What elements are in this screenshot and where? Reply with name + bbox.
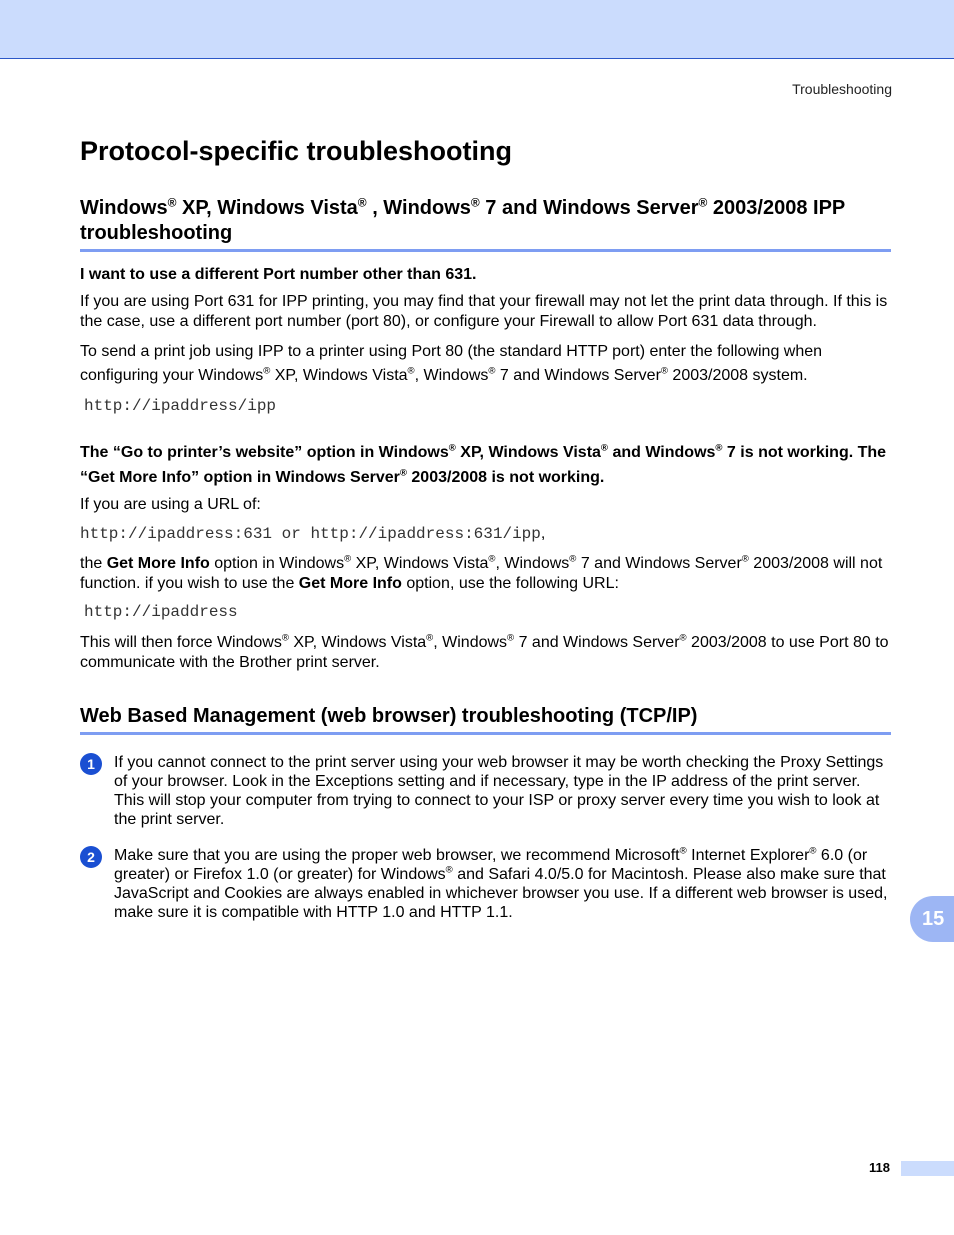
header-band (0, 0, 954, 59)
steps-list (80, 753, 891, 922)
chapter-tab: 15 (910, 896, 954, 942)
question-printer-website: The “Go to printer’s website” option in Windows® XP, Windows Vista® and Windows® 7 is not working. The “Get More Info” option in Windows Server® 2003/2008 is not working. (80, 442, 887, 486)
paragraph-get-more-info: the Get More Info option in Windows® XP, Windows Vista®, Windows® 7 and Windows Server® 2003/2008 will not function. if you wish to use the Get More Info option, use the following URL: (80, 553, 883, 592)
page-title: Protocol-specific troubleshooting (80, 136, 513, 166)
section-heading-ipp: Windows® XP, Windows Vista® , Windows® 7 and Windows Server® 2003/2008 IPP troubleshooting (80, 195, 845, 244)
page-content (80, 134, 891, 922)
paragraph-force-port80: This will then force Windows® XP, Windows Vista®, Windows® 7 and Windows Server® 2003/2008 to use Port 80 to communicate with the Brother print server. (80, 632, 889, 671)
step-item: 2 Make sure that you are using the proper web browser, we recommend Microsoft® Internet Explorer® 6.0 (or greater) or Firefox 1.0 (or greater) for Windows® and Safari 4.0/5.0 for Macintosh. Please also make sure that JavaScript and Cookies are always enabled in whichever browser you use. If a different web browser is used, make sure it is compatible with HTTP 1.0 and HTTP 1.1. (80, 846, 891, 922)
section-rule (80, 732, 891, 735)
step-number-badge: 1 (80, 753, 102, 775)
paragraph-firewall: If you are using Port 631 for IPP printing, you may find that your firewall may not let the print data through. If this is the case, use a different port number (port 80), or configure your Firewall to allow Port 631 data through. (80, 293, 888, 330)
code-plain-url: http://ipaddress (84, 603, 238, 621)
page-number-bar (901, 1161, 954, 1176)
section-heading-web-management: Web Based Management (web browser) troubleshooting (TCP/IP) (80, 705, 698, 727)
code-631-urls: http://ipaddress:631 or http://ipaddress:631/ipp, (80, 525, 546, 543)
paragraph-url-intro: If you are using a URL of: (80, 496, 261, 513)
code-ipp-url: http://ipaddress/ipp (84, 397, 277, 415)
paragraph-port80: To send a print job using IPP to a printer using Port 80 (the standard HTTP port) enter the following when configuring your Windows® XP, Windows Vista®, Windows® 7 and Windows Server® 2003/2008 system. (80, 343, 823, 384)
section-rule (80, 249, 891, 252)
question-port: I want to use a different Port number other than 631. (80, 266, 477, 283)
step-number-badge: 2 (80, 846, 102, 868)
step-item: 1 If you cannot connect to the print server using your web browser it may be worth checking the Proxy Settings of your browser. Look in the Exceptions setting and if necessary, type in the IP address of the print server. This will stop your computer from trying to connect to your ISP or proxy server every time you wish to look at the print server. (80, 753, 891, 829)
running-header: Troubleshooting (792, 81, 892, 97)
page-number: 118 (869, 1160, 890, 1175)
